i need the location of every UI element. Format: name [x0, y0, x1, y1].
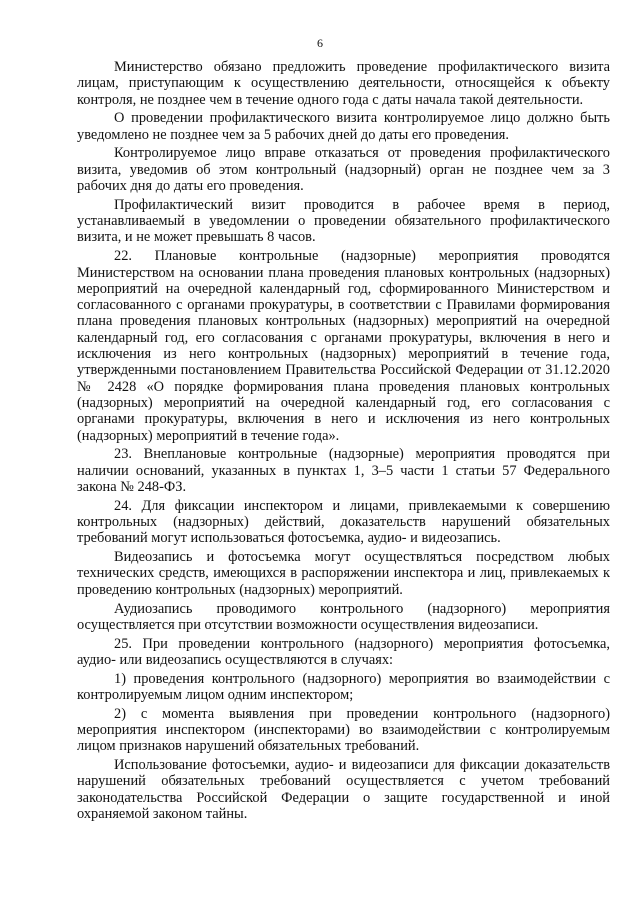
paragraph-video-photo-means: Видеозапись и фотосъемка могут осуществляться посредством любых технических средств, имеющихся в распоряжении инспектора и лиц, привлекаемых к проведению контрольных (надзорных) мероприятий. [77, 549, 610, 598]
paragraph-item-23-unplanned-measures: 23. Внеплановые контрольные (надзорные) мероприятия проводятся при наличии оснований, указанных в пунктах 1, 3–5 части 1 статьи 57 Федерального закона № 248-ФЗ. [77, 446, 610, 495]
paragraph-secrecy-requirements: Использование фотосъемки, аудио- и видеозаписи для фиксации доказательств нарушений обязательных требований осуществляется с учетом требований законодательства Российской Федерации о защите государственной и иной охраняемой законом тайны. [77, 757, 610, 823]
paragraph-prophylactic-visit-offer: Министерство обязано предложить проведение профилактического визита лицам, приступающим к осуществлению деятельности, относящейся к объекту контроля, не позднее чем в течение одного года с даты начала такой деятельности. [77, 59, 610, 108]
page-number: 6 [317, 36, 323, 50]
paragraph-item-22-planned-measures: 22. Плановые контрольные (надзорные) мероприятия проводятся Министерством на основании плана проведения плановых контрольных (надзорных) мероприятий на очередной календарный год, сформированного Министерством и согласованного с органами прокуратуры, в соответствии с Правилами формирования плана проведения плановых контрольных (надзорных) мероприятий на очередной календарный год, его согласования с органами прокуратуры, включения в него и исключения из него контрольных (надзорных) мероприятий в течение года, утвержденными постановлением Правительства Российской Федерации от 31.12.2020 № 2428 «О порядке формирования плана проведения плановых контрольных (надзорных) мероприятий на очередной календарный год, его согласования с органами прокуратуры, включения в него и исключения из него контрольных (надзорных) мероприятий в течение года». [77, 248, 610, 444]
list-item-case-1: 1) проведения контрольного (надзорного) мероприятия во взаимодействии с контролируемым лицом одним инспектором; [77, 670, 610, 703]
paragraph-item-25-recording-cases: 25. При проведении контрольного (надзорного) мероприятия фотосъемка, аудио- или видеозапись осуществляются в случаях: [77, 635, 610, 668]
list-item-case-2: 2) с момента выявления при проведении контрольного (надзорного) мероприятия инспектором (инспекторами) во взаимодействии с контролируемым лицом признаков нарушений обязательных требований. [77, 705, 610, 755]
document-body [77, 59, 610, 825]
paragraph-item-24-evidence-recording: 24. Для фиксации инспектором и лицами, привлекаемыми к совершению контрольных (надзорных) действий, доказательств нарушений обязательных требований могут использоваться фотосъемка, аудио- и видеозапись. [77, 497, 610, 547]
paragraph-visit-notification: О проведении профилактического визита контролируемое лицо должно быть уведомлено не позднее чем за 5 рабочих дней до даты его проведения. [77, 110, 610, 143]
paragraph-visit-refusal: Контролируемое лицо вправе отказаться от проведения профилактического визита, уведомив об этом контрольный (надзорный) орган не позднее чем за 3 рабочих дня до даты его проведения. [77, 145, 610, 195]
paragraph-audio-recording: Аудиозапись проводимого контрольного (надзорного) мероприятия осуществляется при отсутствии возможности осуществления видеозаписи. [77, 600, 610, 633]
paragraph-visit-duration: Профилактический визит проводится в рабочее время в период, устанавливаемый в уведомлении о проведении обязательного профилактического визита, и не может превышать 8 часов. [77, 196, 610, 246]
